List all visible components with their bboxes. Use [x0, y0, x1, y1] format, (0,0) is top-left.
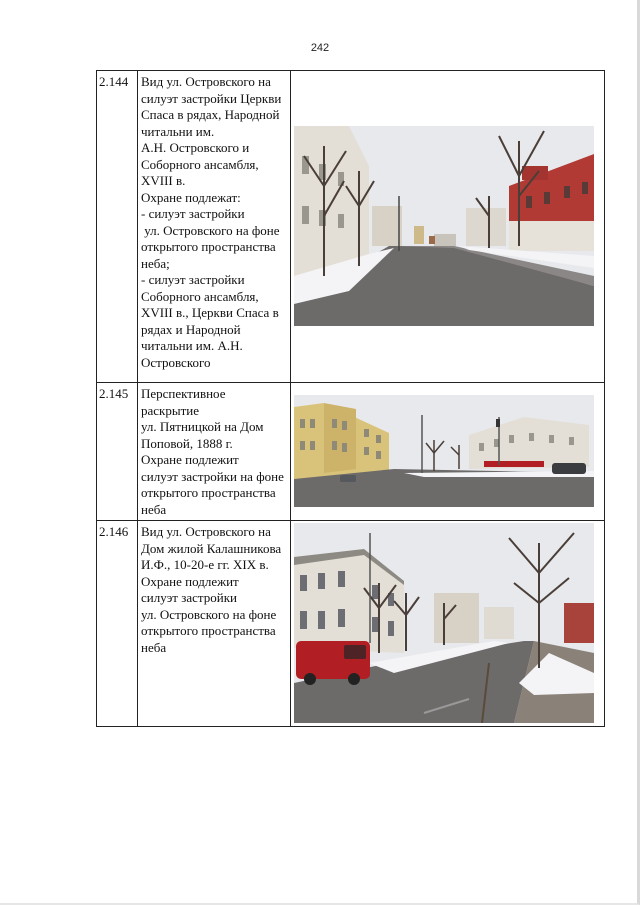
description-line: А.Н. Островского и	[141, 140, 250, 155]
row-number: 2.145	[97, 383, 138, 521]
description-line: ул. Островского на фоне	[141, 606, 277, 622]
description-line: - силуэт застройки	[141, 206, 245, 221]
description-line: XVIII в.	[141, 173, 186, 188]
description-line: Спаса в рядах, Народной	[141, 107, 280, 122]
description-line: Дом жилой Калашникова	[141, 540, 282, 556]
photo-cell	[291, 521, 605, 727]
row-number: 2.146	[97, 521, 138, 727]
description-line: рядах и Народной	[141, 321, 241, 337]
description-line: Охране подлежат:	[141, 189, 241, 205]
description-line: Островского	[141, 354, 211, 370]
description-line: Соборного ансамбля,	[141, 288, 259, 304]
table-row	[97, 521, 605, 727]
description-line: Охране подлежит	[141, 452, 239, 467]
description-line: ул. Островского на фоне	[141, 222, 280, 238]
description-line: раскрытие	[141, 402, 199, 418]
street-photo-2-146	[294, 523, 594, 723]
table-row	[97, 383, 605, 521]
description-line: читальни им. А.Н.	[141, 338, 243, 353]
description-line: Перспективное	[141, 386, 226, 401]
table-row	[97, 71, 605, 383]
street-photo-2-145	[294, 395, 594, 507]
row-description	[138, 383, 291, 521]
description-line: ул. Пятницкой на Дом	[141, 419, 264, 434]
row-description	[138, 521, 291, 727]
description-line: неба;	[141, 255, 170, 271]
description-line: Соборного ансамбля,	[141, 156, 259, 172]
photo-cell	[291, 383, 605, 521]
description-line: открытого пространства	[141, 239, 276, 254]
description-line: И.Ф., 10-20-е гг. XIX в.	[141, 557, 269, 572]
description-line: Вид ул. Островского на	[141, 524, 271, 539]
page-number: 242	[310, 42, 330, 54]
description-line: открытого пространства	[141, 623, 276, 638]
heritage-views-table	[96, 70, 605, 727]
description-line: открытого пространства	[141, 485, 276, 500]
description-line: - силуэт застройки	[141, 272, 245, 287]
description-line: Охране подлежит	[141, 573, 239, 589]
row-description	[138, 71, 291, 383]
description-line: Вид ул. Островского на	[141, 74, 271, 89]
photo-cell	[291, 71, 605, 383]
description-line: неба	[141, 639, 167, 655]
street-photo-2-144	[294, 126, 594, 326]
row-number: 2.144	[97, 71, 138, 383]
description-line: силуэт застройки	[141, 590, 237, 605]
description-line: силуэт застройки Церкви	[141, 90, 282, 106]
description-line: XVIII в., Церкви Спаса в	[141, 305, 279, 320]
description-line: силуэт застройки на фоне	[141, 468, 284, 484]
description-line: Поповой, 1888 г.	[141, 435, 233, 451]
description-line: читальни им.	[141, 123, 215, 139]
description-line: неба	[141, 501, 167, 517]
